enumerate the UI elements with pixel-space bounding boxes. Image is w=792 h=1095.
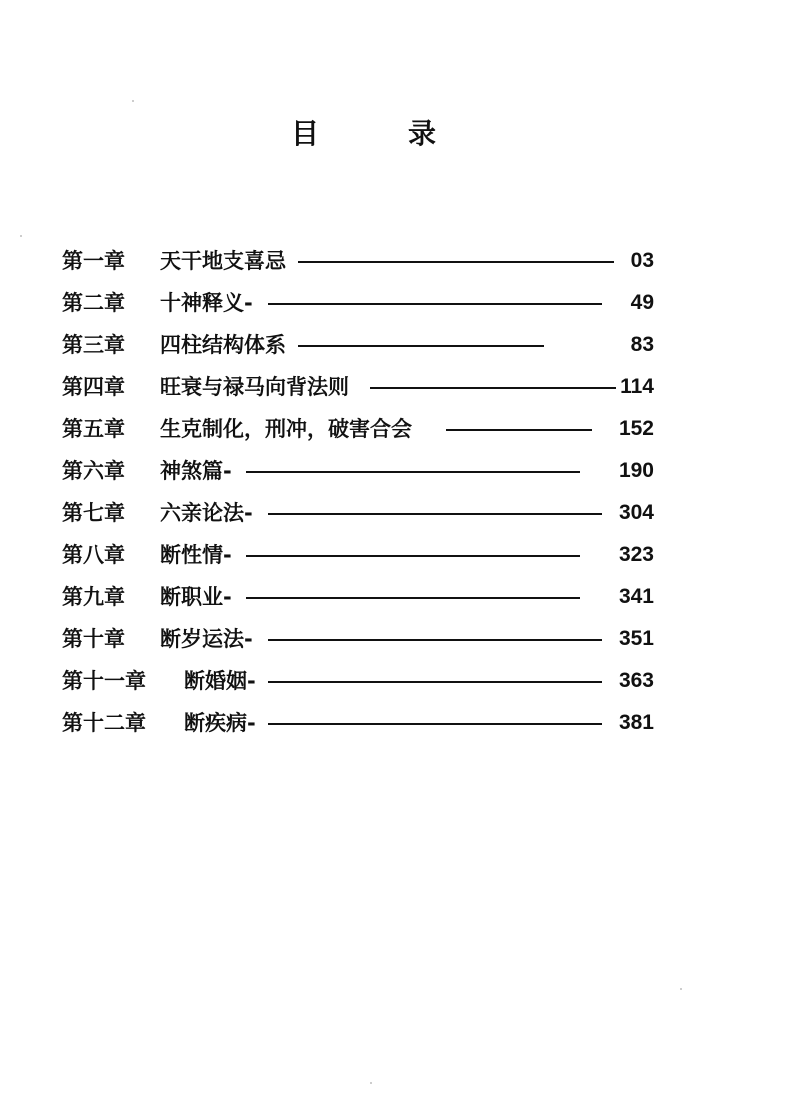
page-number: 304: [618, 501, 654, 524]
chapter-number: 第五章: [62, 417, 125, 441]
chapter-number: 第八章: [62, 543, 125, 567]
scan-speck: [370, 1082, 372, 1084]
chapter-title: 断职业-: [160, 585, 232, 609]
leader-line: [268, 303, 602, 305]
toc-row: [0, 366, 792, 408]
toc-row: [0, 702, 792, 744]
page-title: [0, 112, 792, 156]
toc-row: [0, 492, 792, 534]
toc-row: [0, 618, 792, 660]
scan-speck: [680, 988, 682, 990]
toc-row: [0, 534, 792, 576]
scan-speck: [132, 100, 134, 102]
chapter-number: 第一章: [62, 249, 125, 273]
title-char-1: 目: [291, 117, 320, 150]
toc-row: [0, 576, 792, 618]
chapter-number: 第七章: [62, 501, 125, 525]
page-number: 190: [618, 459, 654, 482]
leader-line: [370, 387, 616, 389]
chapter-title: 断疾病-: [184, 711, 256, 735]
leader-line: [268, 513, 602, 515]
chapter-number: 第十二章: [62, 711, 146, 735]
page-number: 152: [618, 417, 654, 440]
page-number: 351: [618, 627, 654, 650]
chapter-title: 断岁运法-: [160, 627, 253, 651]
toc-row: [0, 660, 792, 702]
chapter-title: 生克制化，刑冲，破害合会: [160, 417, 412, 441]
chapter-title: 旺衰与禄马向背法则: [160, 375, 349, 399]
leader-line: [246, 555, 580, 557]
chapter-number: 第九章: [62, 585, 125, 609]
chapter-title: 十神释义-: [160, 291, 253, 315]
leader-line: [246, 597, 580, 599]
page-number: 363: [618, 669, 654, 692]
toc-row: [0, 324, 792, 366]
page-number: 83: [630, 333, 654, 356]
chapter-title: 六亲论法-: [160, 501, 253, 525]
leader-line: [268, 639, 602, 641]
chapter-number: 第二章: [62, 291, 125, 315]
toc-row: [0, 450, 792, 492]
chapter-title: 神煞篇-: [160, 459, 232, 483]
page-number: 341: [618, 585, 654, 608]
toc-row: [0, 408, 792, 450]
chapter-title: 断婚姻-: [184, 669, 256, 693]
page-number: 381: [618, 711, 654, 734]
title-char-2: 录: [408, 117, 437, 150]
chapter-title: 断性情-: [160, 543, 232, 567]
toc-row: [0, 282, 792, 324]
page-number: 49: [630, 291, 654, 314]
chapter-number: 第四章: [62, 375, 125, 399]
leader-line: [446, 429, 592, 431]
leader-line: [268, 681, 602, 683]
leader-line: [298, 261, 614, 263]
chapter-number: 第三章: [62, 333, 125, 357]
page-number: 03: [630, 249, 654, 272]
leader-line: [246, 471, 580, 473]
chapter-title: 天干地支喜忌: [160, 249, 286, 273]
chapter-number: 第十一章: [62, 669, 146, 693]
page-number: 114: [620, 375, 654, 398]
leader-line: [268, 723, 602, 725]
chapter-number: 第六章: [62, 459, 125, 483]
page-number: 323: [618, 543, 654, 566]
toc-row: [0, 240, 792, 282]
scan-speck: [20, 235, 22, 237]
chapter-number: 第十章: [62, 627, 125, 651]
chapter-title: 四柱结构体系: [160, 333, 286, 357]
leader-line: [298, 345, 544, 347]
